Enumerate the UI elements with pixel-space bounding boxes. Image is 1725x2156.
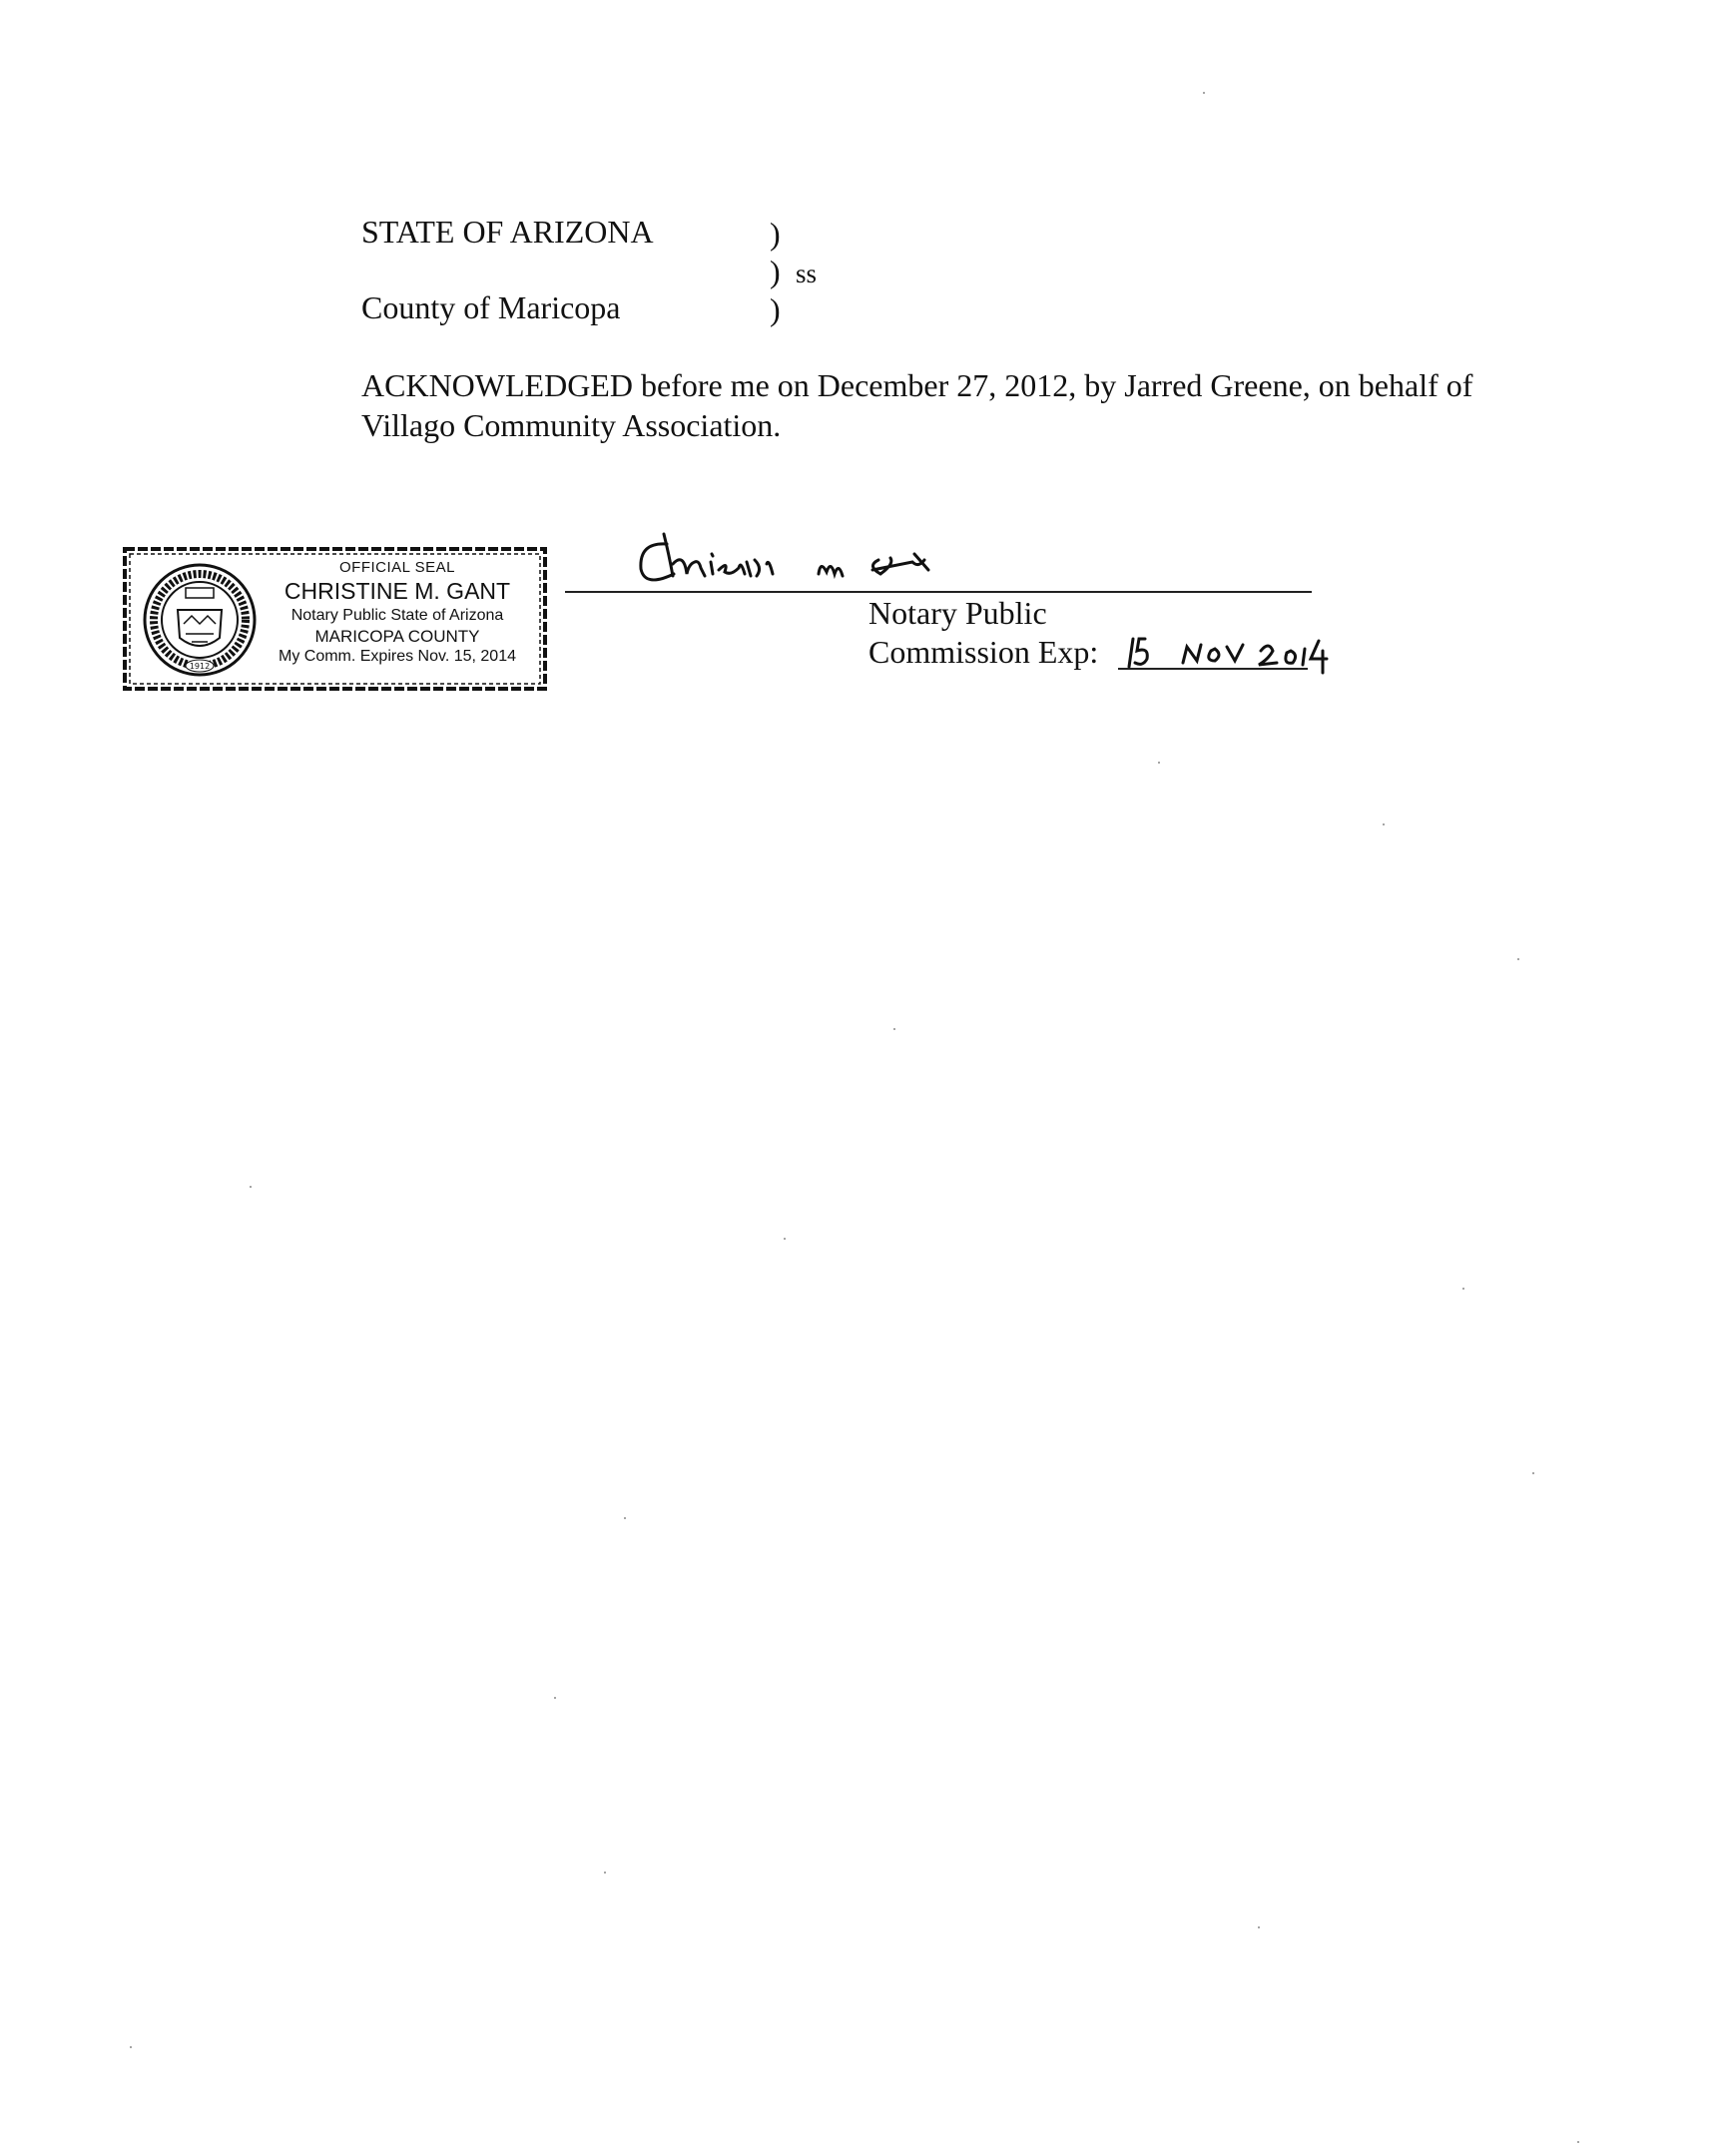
scan-speck <box>130 2046 132 2048</box>
scan-speck <box>1462 1288 1464 1290</box>
scan-speck <box>624 1517 626 1519</box>
commission-date-handwritten <box>1123 629 1353 677</box>
seal-heading: OFFICIAL SEAL <box>339 559 455 576</box>
scan-speck <box>1577 2141 1579 2143</box>
seal-year: 1912 <box>189 662 211 671</box>
seal-text-block <box>258 559 537 667</box>
seal-notary-state: Notary Public State of Arizona <box>290 607 504 624</box>
scan-speck <box>1532 1472 1534 1474</box>
scan-speck <box>1158 762 1160 764</box>
scan-speck <box>1383 823 1385 825</box>
seal-notary-name: CHRISTINE M. GANT <box>284 578 511 604</box>
handwritten-signature <box>629 524 1008 594</box>
scan-speck <box>554 1697 556 1699</box>
scan-speck <box>1517 958 1519 960</box>
venue-state: STATE OF ARIZONA <box>361 214 654 250</box>
scan-speck <box>1203 92 1205 94</box>
notary-seal-stamp <box>122 544 549 694</box>
acknowledgment-paragraph: ACKNOWLEDGED before me on December 27, 2012, by Jarred Greene, on behalf of Villago Community Association. <box>361 367 1473 443</box>
commission-label: Commission Exp: <box>868 634 1099 670</box>
venue-paren-open: ) <box>770 216 781 252</box>
scan-speck <box>250 1186 252 1188</box>
seal-county: MARICOPA COUNTY <box>314 627 480 646</box>
scan-speck <box>784 1238 786 1240</box>
state-seal-icon <box>142 562 258 678</box>
signature-line <box>565 591 1312 593</box>
scan-speck <box>604 1872 606 1874</box>
scan-speck <box>893 1028 895 1030</box>
venue-ss: ss <box>796 259 818 288</box>
venue-paren-close: ) <box>770 291 781 327</box>
venue-county: County of Maricopa <box>361 289 621 325</box>
notary-public-title: Notary Public <box>868 595 1047 631</box>
seal-expiration: My Comm. Expires Nov. 15, 2014 <box>278 648 516 665</box>
venue-paren-mid: ) <box>770 254 781 289</box>
scan-speck <box>1258 1926 1260 1928</box>
